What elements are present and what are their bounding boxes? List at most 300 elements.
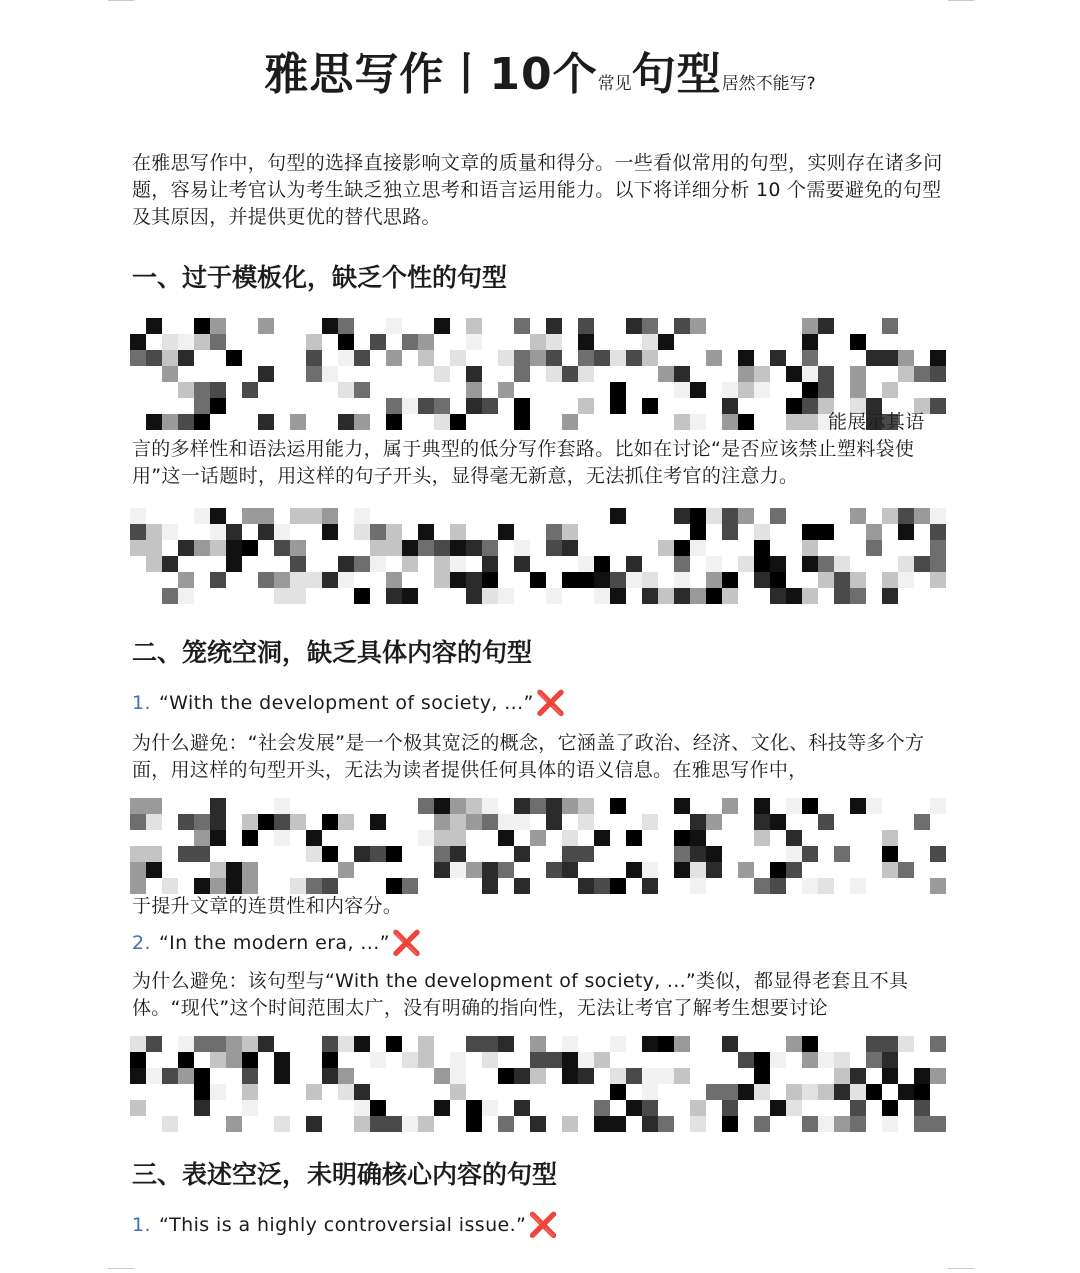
mosaic-tile (802, 350, 818, 366)
mosaic-tile (130, 814, 146, 830)
mosaic-tile (370, 1116, 386, 1132)
mosaic-tile (258, 508, 274, 524)
mosaic-tile (770, 862, 786, 878)
mosaic-tile (594, 572, 610, 588)
mosaic-tile (434, 556, 450, 572)
mosaic-tile (546, 862, 562, 878)
mosaic-tile (562, 846, 578, 862)
mosaic-tile (370, 846, 386, 862)
mosaic-tile (722, 588, 738, 604)
mosaic-tile (194, 878, 210, 894)
mosaic-tile (786, 588, 802, 604)
mosaic-tile (674, 508, 690, 524)
mosaic-tile (802, 1084, 818, 1100)
title-main: 雅思写作丨10个 (264, 49, 598, 100)
mosaic-tile (642, 878, 658, 894)
mosaic-tile (930, 1036, 946, 1052)
mosaic-tile (162, 878, 178, 894)
mosaic-tile (370, 334, 386, 350)
mosaic-tile (546, 1052, 562, 1068)
mosaic-tile (210, 798, 226, 814)
mosaic-tile (306, 846, 322, 862)
mosaic-tile (386, 846, 402, 862)
mosaic-tile (386, 414, 402, 430)
section3-item1 (132, 1212, 559, 1238)
mosaic-tile (610, 1036, 626, 1052)
mosaic-tile (770, 814, 786, 830)
mosaic-tile (850, 798, 866, 814)
mosaic-tile (434, 1068, 450, 1084)
mosaic-tile (418, 830, 434, 846)
mosaic-tile (706, 508, 722, 524)
mosaic-tile (242, 862, 258, 878)
mosaic-tile (642, 318, 658, 334)
mosaic-tile (210, 318, 226, 334)
mosaic-tile (162, 556, 178, 572)
mosaic-tile (802, 1052, 818, 1068)
mosaic-tile (130, 508, 146, 524)
mosaic-tile (402, 1052, 418, 1068)
mosaic-tile (354, 350, 370, 366)
mosaic-tile (658, 1036, 674, 1052)
mosaic-tile (834, 1068, 850, 1084)
mosaic-tile (194, 1068, 210, 1084)
mosaic-tile (482, 814, 498, 830)
mosaic-tile (658, 588, 674, 604)
mosaic-tile (146, 524, 162, 540)
section1-heading: 一、过于模板化，缺乏个性的句型 (132, 263, 508, 292)
mosaic-tile (706, 588, 722, 604)
mosaic-tile (578, 1052, 594, 1068)
mosaic-tile (450, 1068, 466, 1084)
pixelated-redaction (130, 1036, 950, 1136)
mosaic-tile (466, 366, 482, 382)
mosaic-tile (818, 524, 834, 540)
mosaic-tile (242, 1068, 258, 1084)
mosaic-tile (898, 350, 914, 366)
mosaic-tile (562, 1116, 578, 1132)
mosaic-tile (882, 1068, 898, 1084)
mosaic-tile (370, 814, 386, 830)
mosaic-tile (930, 540, 946, 556)
mosaic-tile (338, 350, 354, 366)
mosaic-tile (866, 1036, 882, 1052)
mosaic-tile (546, 540, 562, 556)
mosaic-tile (674, 1068, 690, 1084)
page-corner-mark (948, 1268, 974, 1269)
section2-heading: 二、笼统空洞，缺乏具体内容的句型 (132, 638, 533, 667)
mosaic-tile (354, 588, 370, 604)
mosaic-tile (178, 1052, 194, 1068)
mosaic-tile (370, 540, 386, 556)
mosaic-tile (722, 1084, 738, 1100)
mosaic-tile (674, 830, 690, 846)
mosaic-tile (738, 366, 754, 382)
mosaic-tile (642, 862, 658, 878)
mosaic-tile (306, 508, 322, 524)
mosaic-tile (194, 830, 210, 846)
mosaic-tile (258, 318, 274, 334)
mosaic-tile (898, 572, 914, 588)
mosaic-tile (786, 862, 802, 878)
mosaic-tile (306, 350, 322, 366)
mosaic-tile (738, 1052, 754, 1068)
mosaic-tile (546, 588, 562, 604)
mosaic-tile (242, 878, 258, 894)
mosaic-tile (738, 350, 754, 366)
mosaic-tile (562, 572, 578, 588)
mosaic-tile (162, 1116, 178, 1132)
mosaic-tile (418, 350, 434, 366)
mosaic-tile (722, 524, 738, 540)
mosaic-tile (674, 318, 690, 334)
mosaic-tile (466, 1036, 482, 1052)
mosaic-tile (722, 398, 738, 414)
mosaic-tile (834, 1116, 850, 1132)
mosaic-tile (514, 556, 530, 572)
mosaic-tile (610, 350, 626, 366)
mosaic-tile (386, 524, 402, 540)
section3-heading: 三、表述空泛，未明确核心内容的句型 (132, 1160, 558, 1189)
mosaic-tile (866, 540, 882, 556)
cross-mark-icon: ❌ (535, 689, 567, 717)
mosaic-tile (434, 318, 450, 334)
mosaic-tile (194, 1100, 210, 1116)
mosaic-tile (450, 350, 466, 366)
mosaic-tile (130, 334, 146, 350)
mosaic-tile (146, 1036, 162, 1052)
mosaic-tile (322, 814, 338, 830)
mosaic-tile (786, 366, 802, 382)
mosaic-tile (786, 414, 802, 430)
mosaic-tile (274, 830, 290, 846)
mosaic-tile (194, 540, 210, 556)
list-number: 2. (132, 932, 151, 954)
mosaic-tile (402, 334, 418, 350)
mosaic-tile (882, 318, 898, 334)
mosaic-tile (514, 1100, 530, 1116)
mosaic-tile (226, 540, 242, 556)
mosaic-tile (610, 508, 626, 524)
mosaic-tile (738, 382, 754, 398)
mosaic-tile (290, 588, 306, 604)
mosaic-tile (146, 814, 162, 830)
mosaic-tile (210, 862, 226, 878)
mosaic-tile (850, 878, 866, 894)
mosaic-tile (530, 798, 546, 814)
mosaic-tile (930, 508, 946, 524)
title-small-1: 常见 (597, 74, 632, 94)
mosaic-tile (402, 540, 418, 556)
mosaic-tile (194, 414, 210, 430)
mosaic-tile (514, 1068, 530, 1084)
mosaic-tile (178, 814, 194, 830)
mosaic-tile (338, 1036, 354, 1052)
mosaic-tile (658, 334, 674, 350)
mosaic-tile (450, 540, 466, 556)
mosaic-tile (882, 830, 898, 846)
mosaic-tile (866, 524, 882, 540)
mosaic-tile (450, 798, 466, 814)
mosaic-tile (146, 540, 162, 556)
mosaic-tile (594, 1100, 610, 1116)
mosaic-tile (162, 414, 178, 430)
mosaic-tile (498, 1116, 514, 1132)
mosaic-tile (626, 350, 642, 366)
mosaic-tile (770, 1052, 786, 1068)
mosaic-tile (354, 846, 370, 862)
mosaic-tile (450, 830, 466, 846)
mosaic-tile (306, 366, 322, 382)
mosaic-tile (498, 1068, 514, 1084)
mosaic-tile (418, 1116, 434, 1132)
mosaic-tile (578, 398, 594, 414)
mosaic-tile (162, 350, 178, 366)
mosaic-tile (722, 414, 738, 430)
mosaic-tile (178, 1036, 194, 1052)
mosaic-tile (706, 1084, 722, 1100)
mosaic-tile (226, 524, 242, 540)
mosaic-tile (930, 366, 946, 382)
mosaic-tile (370, 1100, 386, 1116)
mosaic-tile (322, 846, 338, 862)
mosaic-tile (866, 1052, 882, 1068)
mosaic-tile (578, 318, 594, 334)
mosaic-tile (434, 862, 450, 878)
mosaic-tile (690, 846, 706, 862)
mosaic-tile (130, 1036, 146, 1052)
mosaic-tile (626, 572, 642, 588)
mosaic-tile (178, 350, 194, 366)
mosaic-tile (914, 366, 930, 382)
mosaic-tile (530, 830, 546, 846)
mosaic-tile (802, 878, 818, 894)
mosaic-tile (498, 814, 514, 830)
mosaic-tile (402, 398, 418, 414)
mosaic-tile (850, 1100, 866, 1116)
mosaic-tile (354, 524, 370, 540)
mosaic-tile (530, 572, 546, 588)
mosaic-tile (930, 1116, 946, 1132)
mosaic-tile (642, 814, 658, 830)
mosaic-tile (914, 1068, 930, 1084)
mosaic-tile (610, 382, 626, 398)
mosaic-tile (562, 1052, 578, 1068)
mosaic-tile (226, 878, 242, 894)
mosaic-tile (450, 414, 466, 430)
section2-item2 (132, 930, 422, 956)
mosaic-tile (386, 350, 402, 366)
mosaic-tile (178, 572, 194, 588)
mosaic-tile (210, 334, 226, 350)
mosaic-tile (434, 1100, 450, 1116)
mosaic-tile (274, 1116, 290, 1132)
mosaic-tile (594, 588, 610, 604)
mosaic-tile (690, 1116, 706, 1132)
mosaic-tile (466, 334, 482, 350)
mosaic-tile (930, 798, 946, 814)
mosaic-tile (850, 588, 866, 604)
mosaic-tile (578, 846, 594, 862)
mosaic-tile (450, 1084, 466, 1100)
mosaic-tile (306, 572, 322, 588)
mosaic-tile (610, 588, 626, 604)
mosaic-tile (402, 588, 418, 604)
mosaic-tile (834, 556, 850, 572)
mosaic-tile (482, 398, 498, 414)
mosaic-tile (386, 1116, 402, 1132)
mosaic-tile (370, 1052, 386, 1068)
mosaic-tile (418, 334, 434, 350)
mosaic-tile (770, 508, 786, 524)
mosaic-tile (466, 398, 482, 414)
mosaic-tile (802, 414, 818, 430)
mosaic-tile (914, 508, 930, 524)
mosaic-tile (226, 1036, 242, 1052)
mosaic-tile (242, 830, 258, 846)
mosaic-tile (594, 1116, 610, 1132)
mosaic-tile (450, 814, 466, 830)
mosaic-tile (418, 524, 434, 540)
mosaic-tile (210, 508, 226, 524)
mosaic-tile (530, 1116, 546, 1132)
mosaic-tile (386, 588, 402, 604)
mosaic-tile (322, 318, 338, 334)
mosaic-tile (402, 556, 418, 572)
mosaic-tile (274, 1068, 290, 1084)
mosaic-tile (306, 878, 322, 894)
mosaic-tile (418, 1052, 434, 1068)
mosaic-tile (898, 524, 914, 540)
mosaic-tile (930, 350, 946, 366)
mosaic-tile (562, 830, 578, 846)
mosaic-tile (194, 846, 210, 862)
mosaic-tile (738, 414, 754, 430)
mosaic-tile (162, 524, 178, 540)
mosaic-tile (242, 1084, 258, 1100)
mosaic-tile (898, 556, 914, 572)
mosaic-tile (642, 1036, 658, 1052)
avoid-sentence: “This is a highly controversial issue.” (158, 1214, 527, 1236)
mosaic-tile (626, 318, 642, 334)
mosaic-tile (466, 318, 482, 334)
mosaic-tile (690, 814, 706, 830)
mosaic-tile (818, 366, 834, 382)
mosaic-tile (450, 556, 466, 572)
mosaic-tile (242, 1036, 258, 1052)
mosaic-tile (290, 814, 306, 830)
mosaic-tile (194, 1084, 210, 1100)
mosaic-tile (338, 1084, 354, 1100)
mosaic-tile (210, 814, 226, 830)
mosaic-tile (226, 862, 242, 878)
mosaic-tile (178, 1068, 194, 1084)
mosaic-tile (658, 1068, 674, 1084)
mosaic-tile (562, 1068, 578, 1084)
mosaic-tile (290, 878, 306, 894)
mosaic-tile (450, 1052, 466, 1068)
mosaic-tile (562, 414, 578, 430)
mosaic-tile (498, 1036, 514, 1052)
mosaic-tile (498, 588, 514, 604)
mosaic-tile (898, 1084, 914, 1100)
mosaic-tile (210, 1084, 226, 1100)
mosaic-tile (354, 508, 370, 524)
mosaic-tile (610, 1068, 626, 1084)
mosaic-tile (626, 1068, 642, 1084)
section1-fragment: 能展示其语 (828, 411, 925, 433)
section1-paragraph: 言的多样性和语法运用能力，属于典型的低分写作套路。比如在讨论“是否应该禁止塑料袋使用”这一话题时，用这样的句子开头，显得毫无新意，无法抓住考官的注意力。 (132, 438, 915, 487)
mosaic-tile (754, 830, 770, 846)
mosaic-tile (466, 1116, 482, 1132)
mosaic-tile (130, 798, 146, 814)
mosaic-tile (754, 382, 770, 398)
mosaic-tile (434, 798, 450, 814)
mosaic-tile (930, 1068, 946, 1084)
section2-item1-explain: 为什么避免：“社会发展”是一个极其宽泛的概念，它涵盖了政治、经济、文化、科技等多个方面，用这样的句型开头，无法为读者提供任何具体的语义信息。在雅思写作中， (132, 732, 925, 781)
mosaic-tile (354, 556, 370, 572)
mosaic-tile (322, 366, 338, 382)
mosaic-tile (610, 878, 626, 894)
mosaic-tile (434, 398, 450, 414)
mosaic-tile (658, 540, 674, 556)
mosaic-tile (130, 540, 146, 556)
mosaic-tile (434, 814, 450, 830)
mosaic-tile (130, 1068, 146, 1084)
mosaic-tile (178, 414, 194, 430)
mosaic-tile (226, 350, 242, 366)
mosaic-tile (562, 798, 578, 814)
mosaic-tile (674, 366, 690, 382)
page-title (0, 40, 1080, 119)
mosaic-tile (866, 798, 882, 814)
mosaic-tile (578, 350, 594, 366)
mosaic-tile (466, 798, 482, 814)
mosaic-tile (690, 508, 706, 524)
mosaic-tile (834, 1084, 850, 1100)
mosaic-tile (210, 524, 226, 540)
mosaic-tile (450, 572, 466, 588)
mosaic-tile (578, 798, 594, 814)
mosaic-tile (194, 318, 210, 334)
mosaic-tile (674, 1036, 690, 1052)
mosaic-tile (210, 830, 226, 846)
mosaic-tile (850, 1084, 866, 1100)
mosaic-tile (386, 1036, 402, 1052)
mosaic-tile (866, 1084, 882, 1100)
mosaic-tile (258, 524, 274, 540)
mosaic-tile (546, 318, 562, 334)
mosaic-tile (882, 508, 898, 524)
mosaic-tile (610, 798, 626, 814)
mosaic-tile (434, 830, 450, 846)
mosaic-tile (834, 588, 850, 604)
mosaic-tile (210, 1036, 226, 1052)
mosaic-tile (514, 878, 530, 894)
mosaic-tile (146, 414, 162, 430)
mosaic-tile (482, 1052, 498, 1068)
mosaic-tile (514, 414, 530, 430)
mosaic-tile (466, 572, 482, 588)
mosaic-tile (738, 1084, 754, 1100)
mosaic-tile (354, 1084, 370, 1100)
mosaic-tile (722, 572, 738, 588)
mosaic-tile (770, 572, 786, 588)
mosaic-tile (802, 366, 818, 382)
list-number: 1. (132, 692, 151, 714)
mosaic-tile (674, 846, 690, 862)
mosaic-tile (290, 414, 306, 430)
